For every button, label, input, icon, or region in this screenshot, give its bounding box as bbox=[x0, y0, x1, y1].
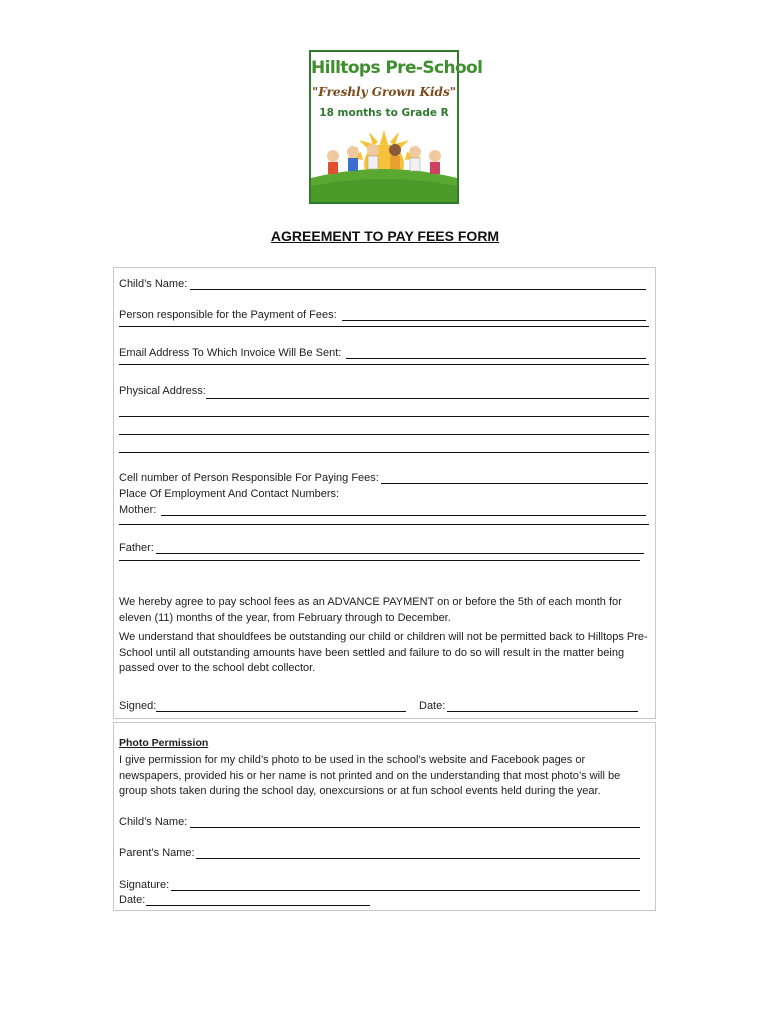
physical-address-label: Physical Address: bbox=[119, 385, 206, 397]
logo-slogan: "Freshly Grown Kids" bbox=[312, 85, 456, 99]
employment-label: Place Of Employment And Contact Numbers: bbox=[119, 488, 340, 500]
signed-label: Signed: bbox=[119, 700, 157, 712]
logo-title: Hilltops Pre-School bbox=[311, 58, 483, 78]
responsible-person-field-line2[interactable] bbox=[119, 326, 649, 327]
physical-address-line4[interactable] bbox=[119, 452, 649, 453]
physical-address-line3[interactable] bbox=[119, 434, 649, 435]
responsible-person-label: Person responsible for the Payment of Fees: bbox=[119, 309, 337, 321]
mother-field[interactable] bbox=[161, 515, 646, 516]
email-field[interactable] bbox=[346, 358, 646, 359]
mother-field-line2[interactable] bbox=[119, 524, 649, 525]
outstanding-fees-paragraph: We understand that shouldfees be outstanding our child or children will not be permitted back to Hilltops Pre-School until all outstanding amounts have been settled and failure to do so will result in the matter being passed over to the school debt collector. bbox=[119, 631, 648, 674]
photo-permission-section bbox=[113, 722, 656, 911]
photo-child-name-label: Child’s Name: bbox=[119, 816, 188, 828]
logo-subtitle: 18 months to Grade R bbox=[319, 107, 449, 119]
parent-name-label: Parent’s Name: bbox=[119, 847, 195, 859]
cell-number-field[interactable] bbox=[381, 483, 648, 484]
photo-permission-text: I give permission for my child’s photo to be used in the school’s website and Facebook pages or newspapers, provided his or her name is not printed and on the understanding that most photo’s will be group shots taken during the school day, onexcursions or at fun school events held during the year. bbox=[119, 754, 621, 797]
email-field-line2[interactable] bbox=[119, 364, 649, 365]
physical-address-field[interactable] bbox=[206, 398, 649, 399]
signature-label: Signature: bbox=[119, 879, 170, 891]
signature-field[interactable] bbox=[171, 890, 640, 891]
fees-agreement-section bbox=[113, 267, 656, 719]
photo-date-label: Date: bbox=[119, 894, 146, 906]
parent-name-field[interactable] bbox=[196, 858, 640, 859]
child-name-label: Child’s Name: bbox=[119, 278, 188, 290]
photo-permission-title: Photo Permission bbox=[119, 737, 209, 749]
school-logo bbox=[309, 50, 483, 204]
signed-field[interactable] bbox=[156, 711, 406, 712]
father-field[interactable] bbox=[156, 553, 644, 554]
date-field[interactable] bbox=[447, 711, 638, 712]
form-title: AGREEMENT TO PAY FEES FORM bbox=[270, 228, 500, 244]
photo-child-name-field[interactable] bbox=[190, 827, 640, 828]
physical-address-line2[interactable] bbox=[119, 416, 649, 417]
mother-label: Mother: bbox=[119, 504, 157, 516]
advance-payment-paragraph: We hereby agree to pay school fees as an ADVANCE PAYMENT on or before the 5th of each month for eleven (11) months of the year, from February through to December. bbox=[119, 596, 622, 624]
child-name-field[interactable] bbox=[190, 289, 646, 290]
date-label: Date: bbox=[419, 700, 446, 712]
responsible-person-field[interactable] bbox=[342, 320, 646, 321]
cell-number-label: Cell number of Person Responsible For Paying Fees: bbox=[119, 472, 379, 484]
father-label: Father: bbox=[119, 542, 154, 554]
photo-date-field[interactable] bbox=[146, 905, 370, 906]
email-label: Email Address To Which Invoice Will Be Sent: bbox=[119, 347, 342, 359]
father-field-line2[interactable] bbox=[119, 560, 640, 561]
